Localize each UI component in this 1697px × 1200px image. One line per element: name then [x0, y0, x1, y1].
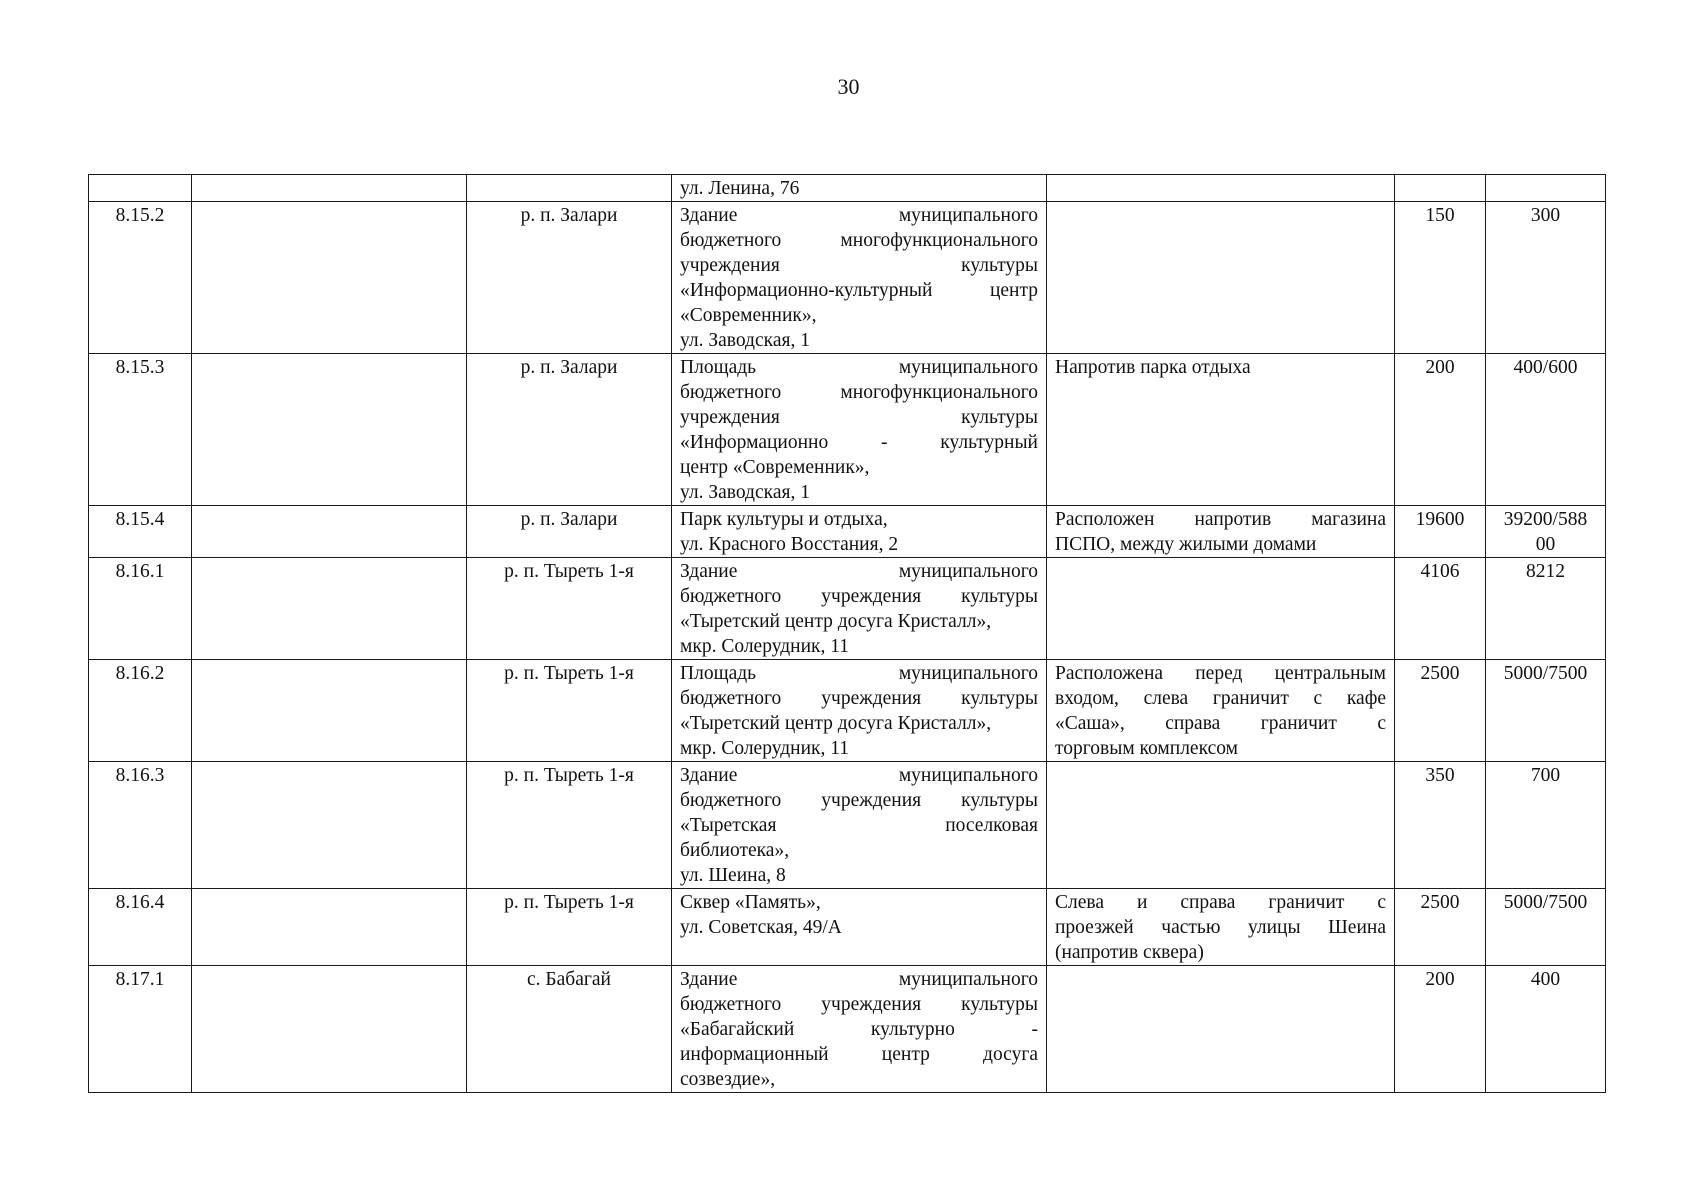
area-cell-text: 2500 [1420, 892, 1460, 913]
item-number-cell-text: 8.17.1 [115, 969, 165, 990]
object-address-cell-line: информационный центр досуга [680, 1044, 1038, 1065]
location-description-cell-line: «Саша», справа граничит с [1055, 713, 1386, 734]
locality-cell-text: р. п. Тыреть 1-я [504, 765, 634, 786]
object-address-cell-line: «Современник», [680, 305, 817, 326]
area-cell-text: 200 [1425, 357, 1455, 378]
object-address-cell-line: «Бабагайский культурно - [680, 1019, 1038, 1040]
object-address-cell-line: бюджетного многофункционального [680, 230, 1038, 251]
area-cell [1395, 175, 1486, 202]
object-address-cell-line: Здание муниципального [680, 205, 1038, 226]
location-description-cell [1047, 558, 1395, 660]
object-address-cell-line: ул. Ленина, 76 [680, 178, 800, 199]
location-description-cell-line: входом, слева граничит с кафе [1055, 688, 1386, 709]
capacity-cell [1486, 889, 1606, 966]
location-description-cell-line: Слева и справа граничит с [1055, 892, 1386, 913]
item-number-cell-text: 8.16.1 [115, 561, 165, 582]
capacity-cell-line: 00 [1535, 534, 1556, 555]
location-description-cell-line: проезжей частью улицы Шеина [1055, 917, 1386, 938]
item-number-cell [89, 889, 192, 966]
placement-table [88, 174, 1606, 1093]
object-address-cell-line: «Тыретский центр досуга Кристалл», [680, 611, 992, 632]
area-cell-text: 200 [1425, 969, 1455, 990]
location-description-cell [1047, 506, 1395, 558]
area-cell [1395, 558, 1486, 660]
object-address-cell-line: ул. Заводская, 1 [680, 330, 810, 351]
object-address-cell-line: Площадь муниципального [680, 357, 1038, 378]
object-address-cell-line: центр «Современник», [680, 457, 870, 478]
object-address-cell [672, 660, 1047, 762]
table-row [89, 966, 1606, 1093]
item-number-cell [89, 202, 192, 354]
location-description-cell [1047, 175, 1395, 202]
item-number-cell [89, 354, 192, 506]
object-address-cell-line: бюджетного учреждения культуры [680, 790, 1038, 811]
object-address-cell-line: созвездие», [680, 1069, 776, 1090]
capacity-cell [1486, 354, 1606, 506]
location-description-cell-line: Расположен напротив магазина [1055, 509, 1386, 530]
object-address-cell [672, 202, 1047, 354]
area-cell-text: 150 [1425, 205, 1455, 226]
location-description-cell [1047, 202, 1395, 354]
object-address-cell-line: Площадь муниципального [680, 663, 1038, 684]
object-address-cell-line: Здание муниципального [680, 561, 1038, 582]
object-address-cell-line: ул. Красного Восстания, 2 [680, 534, 899, 555]
item-number-cell [89, 762, 192, 889]
area-cell [1395, 354, 1486, 506]
municipality-cell [192, 558, 467, 660]
capacity-cell-line: 300 [1530, 205, 1561, 226]
object-address-cell-line: «Информационно-культурный центр [680, 280, 1038, 301]
municipality-cell [192, 966, 467, 1093]
object-address-cell-line: «Тыретская поселковая [680, 815, 1038, 836]
page-number: 30 [837, 74, 860, 99]
area-cell [1395, 889, 1486, 966]
table-row [89, 354, 1606, 506]
object-address-cell-line: «Тыретский центр досуга Кристалл», [680, 713, 992, 734]
locality-cell-text: р. п. Тыреть 1-я [504, 663, 634, 684]
location-description-cell [1047, 966, 1395, 1093]
object-address-cell-line: учреждения культуры [680, 255, 1038, 276]
object-address-cell [672, 889, 1047, 966]
location-description-cell [1047, 660, 1395, 762]
location-description-cell [1047, 354, 1395, 506]
area-cell-text: 4106 [1420, 561, 1460, 582]
locality-cell-text: р. п. Залари [520, 205, 618, 226]
item-number-cell-text: 8.16.3 [115, 765, 165, 786]
table-row [89, 889, 1606, 966]
municipality-cell [192, 762, 467, 889]
item-number-cell [89, 966, 192, 1093]
item-number-cell-text: 8.16.4 [115, 892, 165, 913]
area-cell-text: 2500 [1420, 663, 1460, 684]
capacity-cell-line: 8212 [1526, 561, 1565, 582]
item-number-cell [89, 175, 192, 202]
area-cell [1395, 966, 1486, 1093]
object-address-cell [672, 762, 1047, 889]
municipality-cell [192, 889, 467, 966]
capacity-cell [1486, 558, 1606, 660]
location-description-cell-line: Напротив парка отдыха [1055, 357, 1251, 378]
object-address-cell-line: библиотека», [680, 840, 790, 861]
location-description-cell-line: Расположена перед центральным [1055, 663, 1386, 684]
locality-cell [467, 762, 672, 889]
item-number-cell [89, 506, 192, 558]
locality-cell-text: с. Бабагай [527, 969, 611, 990]
object-address-cell-line: «Информационно - культурный [680, 432, 1038, 453]
locality-cell-text: р. п. Залари [520, 357, 618, 378]
area-cell [1395, 202, 1486, 354]
object-address-cell-line: ул. Заводская, 1 [680, 482, 810, 503]
locality-cell-text: р. п. Залари [520, 509, 618, 530]
table-row [89, 660, 1606, 762]
capacity-cell-line: 700 [1530, 765, 1561, 786]
object-address-cell-line: ул. Шеина, 8 [680, 865, 786, 886]
capacity-cell [1486, 175, 1606, 202]
table-body [89, 175, 1606, 1093]
location-description-cell-line: (напротив сквера) [1055, 942, 1204, 963]
object-address-cell [672, 175, 1047, 202]
object-address-cell-line: ул. Советская, 49/А [680, 917, 842, 938]
capacity-cell-line: 5000/7500 [1503, 892, 1588, 913]
locality-cell [467, 202, 672, 354]
table-row [89, 558, 1606, 660]
capacity-cell [1486, 660, 1606, 762]
item-number-cell-text: 8.15.3 [115, 357, 165, 378]
object-address-cell-line: Здание муниципального [680, 969, 1038, 990]
area-cell-text: 19600 [1415, 509, 1465, 530]
area-cell [1395, 660, 1486, 762]
locality-cell [467, 966, 672, 1093]
capacity-cell-line: 5000/7500 [1503, 663, 1588, 684]
location-description-cell-line: ПСПО, между жилыми домами [1055, 534, 1317, 555]
table-row [89, 506, 1606, 558]
locality-cell [467, 660, 672, 762]
object-address-cell-line: Здание муниципального [680, 765, 1038, 786]
item-number-cell [89, 558, 192, 660]
capacity-cell-line: 39200/588 [1503, 509, 1588, 530]
object-address-cell-line: бюджетного учреждения культуры [680, 586, 1038, 607]
locality-cell [467, 506, 672, 558]
table-row [89, 762, 1606, 889]
table-row [89, 175, 1606, 202]
capacity-cell [1486, 762, 1606, 889]
object-address-cell-line: бюджетного учреждения культуры [680, 688, 1038, 709]
table-row [89, 202, 1606, 354]
locality-cell-text: р. п. Тыреть 1-я [504, 561, 634, 582]
object-address-cell-line: учреждения культуры [680, 407, 1038, 428]
object-address-cell-line: бюджетного многофункционального [680, 382, 1038, 403]
capacity-cell [1486, 966, 1606, 1093]
object-address-cell [672, 506, 1047, 558]
locality-cell [467, 558, 672, 660]
municipality-cell [192, 175, 467, 202]
location-description-cell [1047, 889, 1395, 966]
area-cell-text: 350 [1425, 765, 1455, 786]
locality-cell [467, 175, 672, 202]
location-description-cell-line: торговым комплексом [1055, 738, 1238, 759]
item-number-cell [89, 660, 192, 762]
municipality-cell [192, 506, 467, 558]
object-address-cell-line: бюджетного учреждения культуры [680, 994, 1038, 1015]
capacity-cell [1486, 202, 1606, 354]
object-address-cell-line: Сквер «Память», [680, 892, 821, 913]
object-address-cell-line: мкр. Солерудник, 11 [680, 636, 850, 657]
capacity-cell-line: 400 [1530, 969, 1561, 990]
locality-cell [467, 889, 672, 966]
object-address-cell [672, 966, 1047, 1093]
municipality-cell [192, 202, 467, 354]
item-number-cell-text: 8.16.2 [115, 663, 165, 684]
capacity-cell [1486, 506, 1606, 558]
municipality-cell [192, 354, 467, 506]
object-address-cell [672, 558, 1047, 660]
object-address-cell-line: Парк культуры и отдыха, [680, 509, 888, 530]
locality-cell [467, 354, 672, 506]
area-cell [1395, 762, 1486, 889]
municipality-cell [192, 660, 467, 762]
area-cell [1395, 506, 1486, 558]
item-number-cell-text: 8.15.4 [115, 509, 165, 530]
capacity-cell-line: 400/600 [1513, 357, 1578, 378]
item-number-cell-text: 8.15.2 [115, 205, 165, 226]
object-address-cell [672, 354, 1047, 506]
object-address-cell-line: мкр. Солерудник, 11 [680, 738, 850, 759]
location-description-cell [1047, 762, 1395, 889]
locality-cell-text: р. п. Тыреть 1-я [504, 892, 634, 913]
